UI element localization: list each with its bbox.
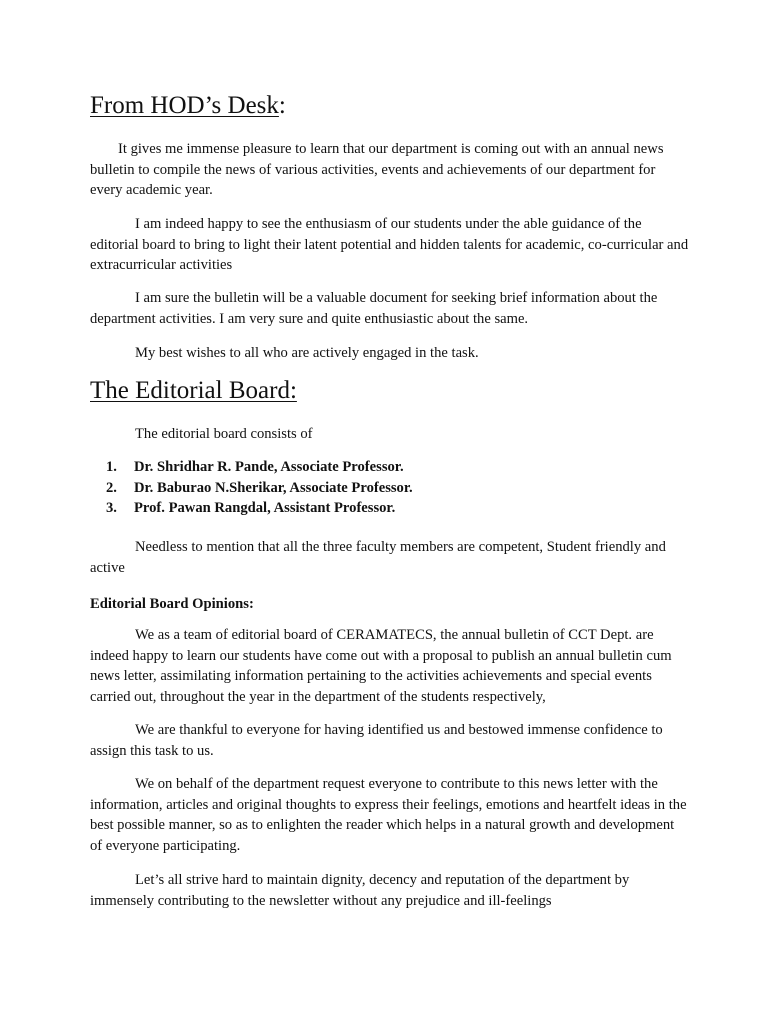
- editorial-board-intro: [90, 424, 690, 445]
- board-member-number: 3.: [106, 500, 117, 516]
- hod-paragraph-1-text: It gives me immense pleasure to learn that our department is coming out with an annual news bulletin to compile the news of various activities, events and achievements of our department for every academic year.: [90, 141, 664, 198]
- opinion-paragraph-3-text: We on behalf of the department request everyone to contribute to this news letter with the information, articles and original thoughts to express their feelings, emotions and heartfelt ideas in the best possible manner, so as to enlighten the reader which helps in a natural growth and development of everyone participating.: [90, 776, 687, 854]
- board-member-name: Dr. Shridhar R. Pande, Associate Professor.: [134, 459, 404, 475]
- hod-desk-heading-colon: :: [278, 92, 286, 119]
- hod-paragraph-3-text: I am sure the bulletin will be a valuable document for seeking brief information about the department activities. I am very sure and quite enthusiastic about the same.: [90, 290, 658, 327]
- hod-desk-heading-text: From HOD’s Desk: [90, 92, 279, 119]
- opinion-paragraph-4-text: Let’s all strive hard to maintain dignity, decency and reputation of the department by immensely contributing to the newsletter without any prejudice and ill-feelings: [90, 872, 630, 909]
- editorial-board-heading: [90, 376, 297, 406]
- hod-paragraph-3: [90, 288, 690, 329]
- board-member-item: [106, 478, 413, 499]
- board-member-number: 1.: [106, 459, 117, 475]
- hod-paragraph-2: [90, 214, 690, 276]
- opinion-paragraph-4: [90, 870, 690, 911]
- hod-paragraph-2-text: I am indeed happy to see the enthusiasm of our students under the able guidance of the editorial board to bring to light their latent potential and hidden talents for academic, co-curricular and extracurricular activities: [90, 216, 689, 273]
- board-member-list: [106, 457, 413, 519]
- hod-paragraph-4: [90, 343, 690, 364]
- board-member-name: Dr. Baburao N.Sherikar, Associate Professor.: [134, 479, 413, 496]
- opinion-paragraph-2: [90, 720, 690, 761]
- opinion-paragraph-2-text: We are thankful to everyone for having identified us and bestowed immense confidence to assign this task to us.: [90, 722, 663, 759]
- hod-paragraph-1: [90, 139, 690, 201]
- editorial-board-closing-text: Needless to mention that all the three faculty members are competent, Student friendly and active: [90, 539, 666, 576]
- editorial-board-closing: [90, 537, 690, 578]
- opinion-paragraph-3: [90, 774, 690, 856]
- board-member-item: [106, 498, 413, 519]
- editorial-opinions-heading: Editorial Board Opinions:: [90, 596, 254, 612]
- opinion-paragraph-1-text: We as a team of editorial board of CERAMATECS, the annual bulletin of CCT Dept. are indeed happy to learn our students have come out with a proposal to publish an annual bulletin cum news letter, assimilating information pertaining to the activities achievements and special events carried out, throughout the year in the department of the students respectively,: [90, 627, 672, 705]
- hod-paragraph-4-text: My best wishes to all who are actively engaged in the task.: [135, 345, 479, 361]
- opinion-paragraph-1: [90, 625, 690, 707]
- board-member-name: Prof. Pawan Rangdal, Assistant Professor.: [134, 500, 396, 516]
- hod-desk-heading: [90, 91, 286, 121]
- board-member-number: 2.: [106, 479, 117, 496]
- board-member-item: [106, 457, 413, 478]
- editorial-board-heading-text: The Editorial Board:: [90, 377, 297, 404]
- editorial-board-intro-text: The editorial board consists of: [135, 426, 313, 442]
